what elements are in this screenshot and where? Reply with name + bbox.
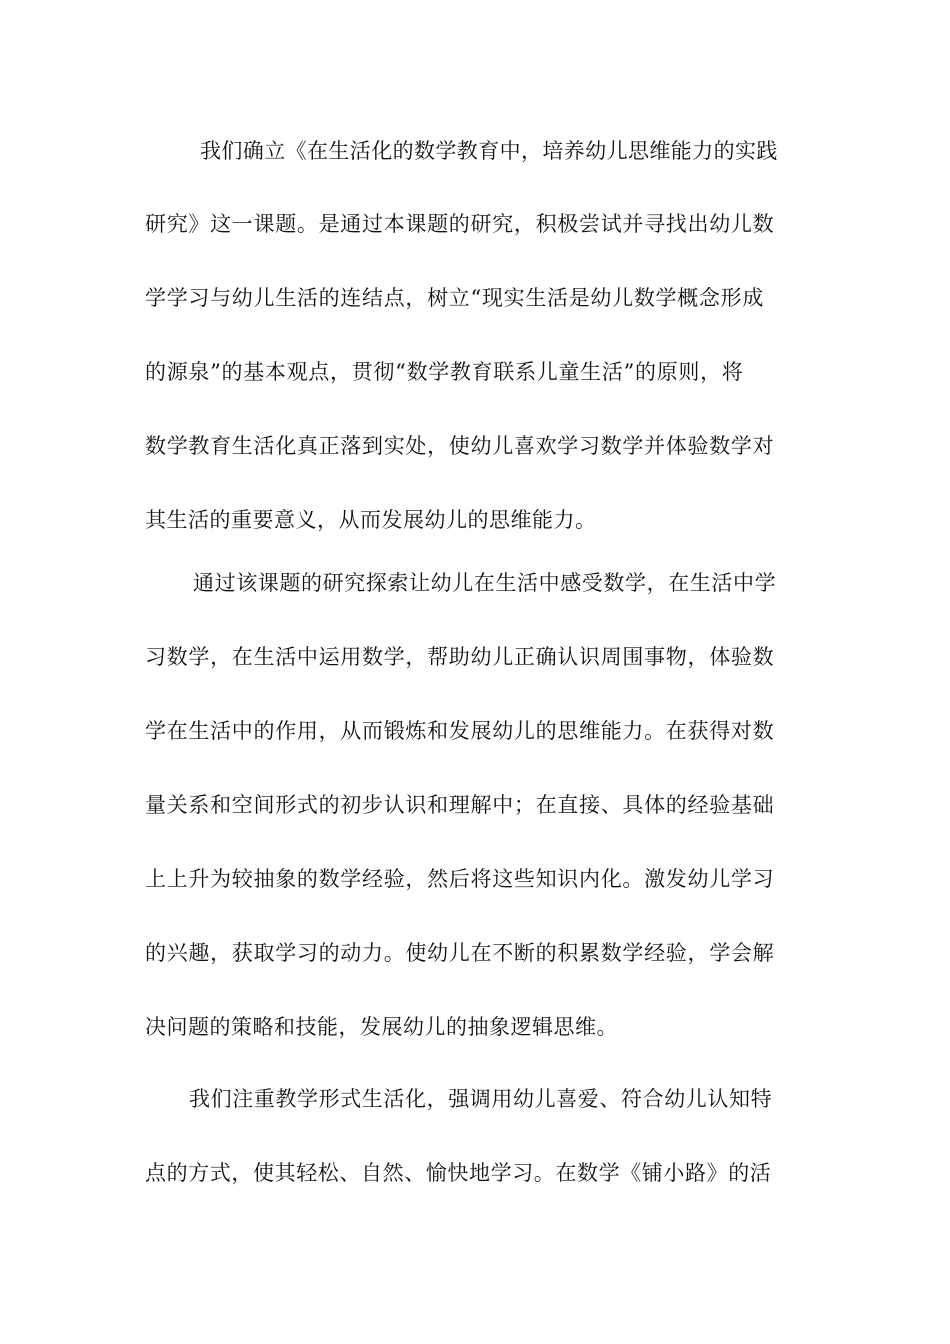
paragraph-1-line-4: 的源泉”的基本观点，贯彻“数学教育联系儿童生活”的原则，将 xyxy=(145,360,744,384)
paragraph-1-line-2: 研究》这一课题。是通过本课题的研究，积极尝试并寻找出幼儿数 xyxy=(145,212,775,236)
paragraph-1-line-1: 我们确立《在生活化的数学教育中，培养幼儿思维能力的实践 xyxy=(200,139,778,163)
paragraph-2-line-2: 习数学，在生活中运用数学，帮助幼儿正确认识周围事物，体验数 xyxy=(145,645,775,669)
paragraph-2-line-7: 决问题的策略和技能，发展幼儿的抽象逻辑思维。 xyxy=(145,1015,618,1039)
paragraph-2-line-4: 量关系和空间形式的初步认识和理解中；在直接、具体的经验基础 xyxy=(145,793,775,817)
paragraph-2-line-6: 的兴趣，获取学习的动力。使幼儿在不断的积累数学经验，学会解 xyxy=(145,941,775,965)
paragraph-3-line-1: 我们注重教学形式生活化，强调用幼儿喜爱、符合幼儿认知特 xyxy=(189,1087,773,1111)
paragraph-2-line-5: 上上升为较抽象的数学经验，然后将这些知识内化。激发幼儿学习 xyxy=(145,867,775,891)
paragraph-3-line-2: 点的方式，使其轻松、自然、愉快地学习。在数学《铺小路》的活 xyxy=(145,1161,772,1185)
paragraph-1-line-5: 数学教育生活化真正落到实处，使幼儿喜欢学习数学并体验数学对 xyxy=(145,434,775,458)
paragraph-1-line-3: 学学习与幼儿生活的连结点，树立“现实生活是幼儿数学概念形成 xyxy=(145,286,765,310)
paragraph-1-line-6: 其生活的重要意义，从而发展幼儿的思维能力。 xyxy=(145,508,597,532)
paragraph-2-line-3: 学在生活中的作用，从而锻炼和发展幼儿的思维能力。在获得对数 xyxy=(145,719,775,743)
paragraph-2-line-1: 通过该课题的研究探索让幼儿在生活中感受数学，在生活中学 xyxy=(193,571,777,595)
